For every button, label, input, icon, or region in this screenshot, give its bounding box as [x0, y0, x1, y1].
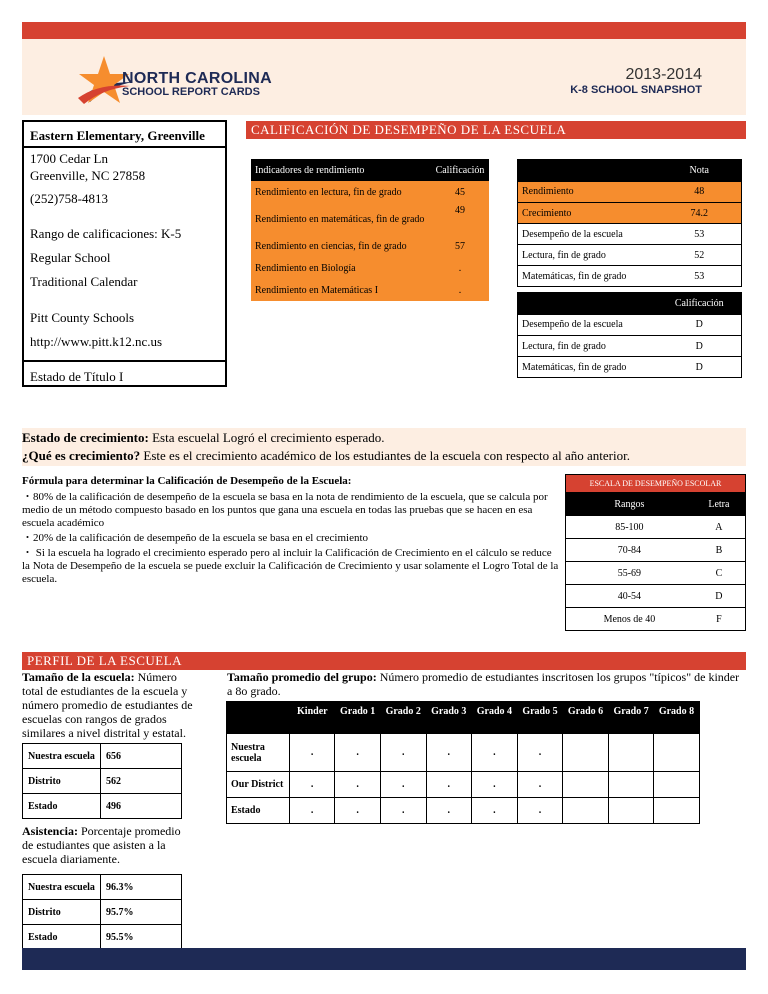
scale-title: ESCALA DE DESEMPEÑO ESCOLAR	[566, 475, 746, 493]
address-line2: Greenville, NC 27858	[30, 168, 146, 183]
table-row	[251, 203, 489, 235]
report-year: 2013-2014	[625, 66, 702, 83]
cell: .	[289, 798, 335, 824]
school-name: Eastern Elementary, Greenville	[30, 128, 205, 143]
cell	[654, 734, 700, 772]
scale-range: 70-84	[566, 539, 693, 562]
attendance-label-cell: Distrito	[23, 900, 101, 925]
snapshot-title: K-8 SCHOOL SNAPSHOT	[570, 84, 702, 96]
cell: .	[472, 798, 518, 824]
table-row	[227, 772, 700, 798]
table-row	[251, 257, 489, 279]
formula-point: ・20% de la calificación de desempeño de la escuela se basa en el crecimiento	[22, 532, 369, 544]
school-type: Regular School	[30, 250, 111, 265]
cell	[608, 798, 654, 824]
school-size-description	[22, 670, 197, 740]
cell: .	[335, 798, 381, 824]
growth-status-label: Estado de crecimiento:	[22, 430, 149, 445]
size-label: Nuestra escuela	[23, 744, 101, 769]
table-row	[251, 181, 489, 203]
letter-grade-table	[517, 292, 742, 378]
grade-label: Matemáticas, fin de grado	[518, 357, 658, 378]
col-header: Grado 2	[380, 702, 426, 734]
table-row	[227, 798, 700, 824]
school-size-label: Tamaño de la escuela:	[22, 670, 135, 684]
brand-subtitle: SCHOOL REPORT CARDS	[122, 86, 260, 98]
indicator-value: .	[458, 262, 462, 274]
formula-title: Fórmula para determinar la Calificación de Desempeño de la Escuela:	[22, 475, 352, 487]
score-label: Crecimiento	[518, 203, 658, 224]
growth-question-text: Este es el crecimiento académico de los estudiantes de la escuela con respecto al año anterior.	[143, 448, 630, 463]
profile-section-title: PERFIL DE LA ESCUELA	[22, 652, 746, 670]
grade-label: Lectura, fin de grado	[518, 336, 658, 357]
grade-value: D	[658, 357, 742, 378]
cell: .	[335, 772, 381, 798]
performance-indicators-table	[251, 159, 489, 301]
scale-range: 55-69	[566, 562, 693, 585]
attendance-description	[22, 824, 182, 866]
indicator-label: Rendimiento en ciencias, fin de grado	[255, 240, 407, 252]
cell	[563, 734, 609, 772]
formula-block	[22, 475, 562, 586]
score-value: 48	[658, 182, 742, 203]
attendance-label-cell: Estado	[23, 925, 101, 950]
performance-scale-table	[565, 474, 746, 631]
cell: .	[289, 734, 335, 772]
table-row	[518, 245, 742, 266]
cell	[654, 798, 700, 824]
row-label: Nuestra escuela	[227, 734, 290, 772]
divider	[22, 360, 227, 362]
table-row	[566, 539, 746, 562]
score-value: 53	[658, 224, 742, 245]
indicator-label: Rendimiento en lectura, fin de grado	[255, 186, 402, 198]
phone: (252)758-4813	[30, 191, 108, 206]
score-table	[517, 159, 742, 287]
district-name: Pitt County Schools	[30, 310, 135, 325]
indicator-label: Rendimiento en Matemáticas I	[255, 284, 379, 296]
cell: .	[289, 772, 335, 798]
cell: .	[517, 734, 563, 772]
growth-status-text: Esta escuelal Logró el crecimiento esperado.	[152, 430, 385, 445]
table-row	[518, 182, 742, 203]
score-label: Matemáticas, fin de grado	[518, 266, 658, 287]
attendance-table	[22, 874, 182, 950]
attendance-label-cell: Nuestra escuela	[23, 875, 101, 900]
grade-range: Rango de calificaciones: K-5	[30, 226, 182, 241]
size-value: 656	[101, 744, 182, 769]
col-header: Grado 3	[426, 702, 472, 734]
score-label: Desempeño de la escuela	[518, 224, 658, 245]
divider	[22, 818, 180, 819]
school-size-table	[22, 743, 182, 819]
table-row	[23, 769, 182, 794]
table-row	[23, 875, 182, 900]
cell	[608, 772, 654, 798]
score-label: Rendimiento	[518, 182, 658, 203]
growth-question-label: ¿Qué es crecimiento?	[22, 448, 141, 463]
indicator-value: .	[458, 284, 462, 296]
scale-range: 85-100	[566, 516, 693, 539]
scale-range: 40-54	[566, 585, 693, 608]
col-header: Kinder	[289, 702, 335, 734]
footer-bar	[22, 948, 746, 970]
table-row	[566, 562, 746, 585]
col-header-grade: Calificación	[431, 159, 489, 181]
col-header: Grado 8	[654, 702, 700, 734]
growth-status-box	[22, 428, 746, 466]
indicator-value: 57	[455, 240, 465, 252]
table-row	[566, 516, 746, 539]
size-label: Estado	[23, 794, 101, 819]
scale-letter: B	[693, 539, 746, 562]
col-header: Grado 1	[335, 702, 381, 734]
table-row	[251, 279, 489, 301]
col-header-score: Nota	[658, 160, 742, 182]
performance-section-title: CALIFICACIÓN DE DESEMPEÑO DE LA ESCUELA	[246, 121, 746, 139]
cell: .	[426, 734, 472, 772]
table-row	[518, 224, 742, 245]
table-row	[23, 744, 182, 769]
attendance-value: 96.3%	[101, 875, 182, 900]
score-value: 53	[658, 266, 742, 287]
cell: .	[380, 798, 426, 824]
title1-status: Estado de Título I	[30, 369, 124, 384]
indicator-label: Rendimiento en matemáticas, fin de grado	[255, 213, 425, 225]
grade-value: D	[658, 315, 742, 336]
col-header: Grado 4	[472, 702, 518, 734]
top-accent-bar	[22, 22, 746, 39]
table-row	[227, 734, 700, 772]
cell	[654, 772, 700, 798]
cell: .	[517, 798, 563, 824]
cell	[608, 734, 654, 772]
col-header: Grado 7	[608, 702, 654, 734]
indicator-value: 45	[455, 186, 465, 198]
scale-range: Menos de 40	[566, 608, 693, 631]
grade-label: Desempeño de la escuela	[518, 315, 658, 336]
indicator-value: 49	[455, 205, 465, 216]
table-row	[518, 315, 742, 336]
score-value: 74.2	[658, 203, 742, 224]
group-size-text: Número promedio de estudiantes inscritosen los grupos "típicos" de kinder a 8o grado.	[227, 670, 740, 698]
table-row	[251, 235, 489, 257]
attendance-value: 95.5%	[101, 925, 182, 950]
table-row	[566, 608, 746, 631]
col-header-letter-grade: Calificación	[658, 293, 742, 315]
calendar-type: Traditional Calendar	[30, 274, 138, 289]
cell: .	[426, 798, 472, 824]
col-header: Grado 6	[563, 702, 609, 734]
cell: .	[426, 772, 472, 798]
cell: .	[517, 772, 563, 798]
size-value: 496	[101, 794, 182, 819]
row-label: Estado	[227, 798, 290, 824]
size-value: 562	[101, 769, 182, 794]
col-header-range: Rangos	[566, 493, 693, 516]
score-label: Lectura, fin de grado	[518, 245, 658, 266]
score-value: 52	[658, 245, 742, 266]
col-header-letter: Letra	[693, 493, 746, 516]
cell: .	[335, 734, 381, 772]
cell	[563, 798, 609, 824]
attendance-label: Asistencia:	[22, 824, 78, 838]
size-label: Distrito	[23, 769, 101, 794]
table-row	[23, 925, 182, 950]
formula-point: ・ Si la escuela ha logrado el crecimiento esperado pero al incluir la Calificación de Crecimiento en el cálculo se reduce la Nota de Desempeño de la escuela se puede excluir la Calificación de Crecimiento y usar solamente el Logro Total de la escuela.	[22, 547, 559, 585]
col-header: Grado 5	[517, 702, 563, 734]
attendance-value: 95.7%	[101, 900, 182, 925]
scale-letter: C	[693, 562, 746, 585]
divider	[22, 146, 227, 148]
table-row	[566, 585, 746, 608]
scale-letter: D	[693, 585, 746, 608]
row-label: Our District	[227, 772, 290, 798]
scale-letter: A	[693, 516, 746, 539]
school-info-box	[22, 120, 227, 387]
table-row	[518, 266, 742, 287]
formula-point: ・80% de la calificación de desempeño de la escuela se basa en la nota de rendimiento de la escuela, que se calcula por medio de un método compuesto basado en los puntos que gana una escuela en todas las pruebas que se hacen en esa escuela académico	[22, 491, 548, 529]
cell: .	[380, 772, 426, 798]
cell: .	[472, 734, 518, 772]
table-row	[518, 357, 742, 378]
district-url[interactable]: http://www.pitt.k12.nc.us	[30, 334, 163, 349]
brand-title: NORTH CAROLINA	[122, 70, 272, 87]
school-size-text: Número total de estudiantes de la escuela y número promedio de estudiantes de escuelas con rangos de grados similares a nivel distrital y estatal.	[22, 670, 193, 740]
indicator-label: Rendimiento en Biología	[255, 262, 356, 274]
attendance-text: Porcentaje promedio de estudiantes que asisten a la escuela diariamente.	[22, 824, 181, 866]
cell: .	[472, 772, 518, 798]
cell: .	[380, 734, 426, 772]
col-header-indicator: Indicadores de rendimiento	[251, 159, 431, 181]
table-row	[518, 203, 742, 224]
group-size-label: Tamaño promedio del grupo:	[227, 670, 377, 684]
group-size-description	[227, 670, 742, 698]
cell	[563, 772, 609, 798]
group-size-table	[226, 701, 700, 824]
table-row	[518, 336, 742, 357]
table-row	[23, 794, 182, 819]
address-line1: 1700 Cedar Ln	[30, 151, 108, 166]
grade-value: D	[658, 336, 742, 357]
table-row	[23, 900, 182, 925]
scale-letter: F	[693, 608, 746, 631]
